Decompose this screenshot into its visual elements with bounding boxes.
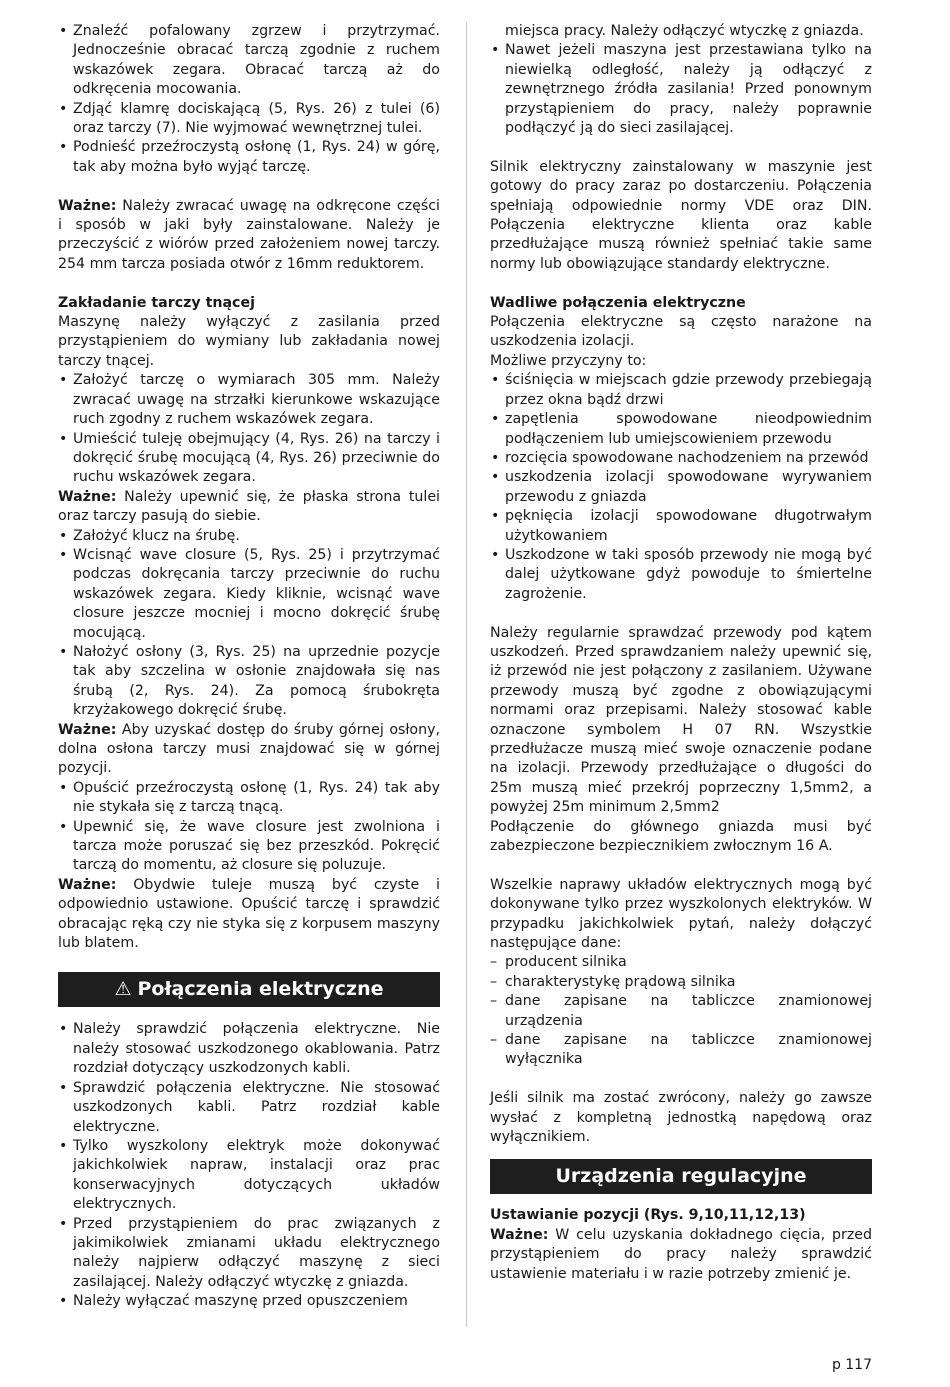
list-item: • zapętlenia spowodowane nieodpowiednim podłączeniem lub umiejscowieniem przewodu xyxy=(490,410,872,449)
list-item: • Tylko wyszkolony elektryk może dokonywać jakichkolwiek napraw, instalacji oraz prac konserwacyjnych dotyczących układów elektrycznych. xyxy=(58,1137,440,1215)
return-paragraph: Jeśli silnik ma zostać zwrócony, należy go zawsze wysłać z kompletną jednostką napędową oraz wyłącznikiem. xyxy=(490,1090,872,1146)
list-item: • Umieścić tuleję obejmujący (4, Rys. 26) na tarczy i dokręcić śrubę mocującą (4, Rys. 26) przeciwnie do ruchu wskazówek zegara. xyxy=(58,430,440,488)
important-label: Ważne: xyxy=(58,488,117,505)
list-item: • Założyć tarczę o wymiarach 305 mm. Należy zwracać uwagę na strzałki kierunkowe wskazujące ruch zgodny z ruchem wskazówek zegara. xyxy=(58,371,440,429)
list-item: • Wcisnąć wave closure (5, Rys. 25) i przytrzymać podczas dokręcania tarczy przeciwnie do ruchu wskazówek zegara. Kiedy kliknie, wcisnąć wave closure jeszcze mocniej i mocno dokręcić śrubę mocującą. xyxy=(58,546,440,643)
list-item: • Znaleźć pofalowany zgrzew i przytrzymać. Jednocześnie obracać tarczą zgodnie z ruchem wskazówek zegara. Obracać tarczą aż do odkręcenia mocowania. xyxy=(58,22,440,100)
important-note-sleeves xyxy=(58,876,440,954)
list-item: • Nałożyć osłony (3, Rys. 25) na uprzednie pozycje tak aby szczelina w osłonie znajdowała się nas śrubą (2, Rys. 24). Za pomocą śrubokręta krzyżakowego dokręcić śrubę. xyxy=(58,643,440,721)
repair-paragraph: Wszelkie naprawy układów elektrycznych mogą być dokonywane tylko przez wyszkolonych elektryków. W przypadku jakichkolwiek pytań, należy dołączyć następujące dane: xyxy=(490,876,872,952)
mount-bullet-list-2 xyxy=(58,527,440,721)
list-item: • Uszkodzone w taki sposób przewody nie mogą być dalej użytkowane gdyż powoduje to śmiertelne zagrożenie. xyxy=(490,546,872,604)
section-title: Połączenia elektryczne xyxy=(137,978,384,1001)
important-note-cleaning xyxy=(58,197,440,275)
important-label: Ważne: xyxy=(58,197,117,214)
list-item: • Należy sprawdzić połączenia elektryczne. Nie należy stosować uszkodzonego okablowania. Patrz rozdział dotyczący uszkodzonych kabli. xyxy=(58,1020,440,1078)
important-text: Obydwie tuleje muszą być czyste i odpowiednio ustawione. Opuścić tarczę i sprawdzić obracając ręką czy nie styka się z korpusem maszyny lub blatem. xyxy=(58,876,440,952)
important-label: Ważne: xyxy=(58,876,117,893)
important-label: Ważne: xyxy=(58,721,117,738)
list-item: • Opuścić przeźroczystą osłonę (1, Rys. 24) tak aby nie stykała się z tarczą tnącą. xyxy=(58,779,440,818)
subheading-mount-blade: Zakładanie tarczy tnącej xyxy=(58,294,255,311)
causes-label: Możliwe przyczyny to: xyxy=(490,352,647,369)
section-title: Urządzenia regulacyjne xyxy=(555,1165,807,1188)
important-note-upper-guard xyxy=(58,721,440,779)
socket-paragraph: Podłączenie do głównego gniazda musi być zabezpieczone bezpiecznikiem zwłocznym 16 A. xyxy=(490,818,872,855)
intro-bullet-list xyxy=(58,22,440,177)
list-item: – producent silnika xyxy=(490,953,872,972)
list-item: • ściśnięcia w miejscach gdzie przewody przebiegają przez okna bądź drzwi xyxy=(490,371,872,410)
inspection-paragraph: Należy regularnie sprawdzać przewody pod kątem uszkodzeń. Przed sprawdzaniem należy upewnić się, iż przewód nie jest połączony z zasilaniem. Używane przewody muszą być zgodne z obowiązującymi normami oraz przepisami. Należy stosować kable oznaczone symbolem H 07 RN. Wszystkie przedłużacze muszą mieć swoje oznaczenie podane na izolacji. Przewody przedłużające o długości do 25m muszą mieć przekrój poprzeczny 1,5mm2, a powyżej 25m minimum 2,5mm2 xyxy=(490,624,872,816)
mount-bullet-list-3 xyxy=(58,779,440,876)
important-note-flat-side xyxy=(58,488,440,527)
list-item: • Przed przystąpieniem do prac związanych z jakimikolwiek zmianami układu elektrycznego należy najpierw odłączyć maszynę z sieci zasilającej. Należy odłączyć wtyczkę z gniazda. xyxy=(58,1215,440,1293)
list-item: • rozcięcia spowodowane nachodzeniem na przewód xyxy=(490,449,872,468)
list-item: • Upewnić się, że wave closure jest zwolniona i tarcza może poruszać się bez przeszkód. Pokręcić tarczą do momentu, aż closure się poluzuje. xyxy=(58,818,440,876)
faulty-intro: Połączenia elektryczne są często narażone na uszkodzenia izolacji. xyxy=(490,314,872,350)
subheading-faulty-connections: Wadliwe połączenia elektryczne xyxy=(490,294,746,311)
list-item: • Sprawdzić połączenia elektryczne. Nie stosować uszkodzonych kabli. Patrz rozdział kable elektryczne. xyxy=(58,1079,440,1137)
list-item: • Założyć klucz na śrubę. xyxy=(58,527,440,546)
important-text: Aby uzyskać dostęp do śruby górnej osłony, dolna osłona tarczy musi znajdować się w górnej pozycji. xyxy=(58,721,440,777)
list-item: – dane zapisane na tabliczce znamionowej wyłącznika xyxy=(490,1031,872,1070)
list-item: – dane zapisane na tabliczce znamionowej urządzenia xyxy=(490,992,872,1031)
mount-bullet-list-1 xyxy=(58,371,440,487)
list-item: • Nawet jeżeli maszyna jest przestawiana tylko na niewielką odległość, należy ją odłączyć z zewnętrznego źródła zasilania! Przed ponownym przystąpieniem do pracy, należy poprawnie podłączyć ją do sieci zasilającej. xyxy=(490,41,872,138)
list-item: • Należy wyłączać maszynę przed opuszczeniem xyxy=(58,1292,440,1311)
mount-intro: Maszynę należy wyłączyć z zasilania przed przystąpieniem do wymiany lub zakładania nowej tarczy tnącej. xyxy=(58,314,440,369)
important-text: Należy upewnić się, że płaska strona tulei oraz tarczy pasują do siebie. xyxy=(58,488,441,525)
important-note-positioning xyxy=(490,1226,872,1284)
motor-paragraph: Silnik elektryczny zainstalowany w maszynie jest gotowy do pracy zaraz po dostarczeniu. Połączenia spełniają odpowiednie normy VDE oraz DIN. Połączenia elektryczne klienta oraz kable przedłużające muszą również spełniać takie same normy lub obowiązujące standardy elektryczne. xyxy=(490,158,872,272)
unplug-bullet-list xyxy=(490,41,872,138)
section-header-electrical xyxy=(58,972,440,1007)
list-item: • uszkodzenia izolacji spowodowane wyrywaniem przewodu z gniazda xyxy=(490,468,872,507)
required-data-list xyxy=(490,953,872,1069)
list-item: • pęknięcia izolacji spowodowane długotrwałym użytkowaniem xyxy=(490,507,872,546)
warning-triangle-icon: ⚠ xyxy=(114,978,132,1001)
important-label: Ważne: xyxy=(490,1226,549,1243)
right-column xyxy=(490,22,872,1284)
causes-bullet-list xyxy=(490,371,872,604)
list-item: • Podnieść przeźroczystą osłonę (1, Rys. 24) w górę, tak aby można było wyjąć tarczę. xyxy=(58,138,440,177)
list-item: • Zdjąć klamrę dociskającą (5, Rys. 26) z tulei (6) oraz tarczy (7). Nie wyjmować wewnętrznej tulei. xyxy=(58,100,440,139)
continued-bullet-text: miejsca pracy. Należy odłączyć wtyczkę z gniazda. xyxy=(505,23,864,39)
section-header-adjustment xyxy=(490,1159,872,1194)
column-divider xyxy=(466,22,467,1327)
page-number: p 117 xyxy=(831,1357,872,1373)
left-column xyxy=(58,22,440,1312)
electrical-bullet-list xyxy=(58,1020,440,1311)
important-text: W celu uzyskania dokładnego cięcia, przed przystąpieniem do pracy należy sprawdzić ustawienie materiału i w razie potrzeby zmienić je. xyxy=(490,1226,872,1282)
subheading-positioning: Ustawianie pozycji (Rys. 9,10,11,12,13) xyxy=(490,1207,806,1224)
list-item: – charakterystykę prądową silnika xyxy=(490,973,872,992)
important-text: Należy zwracać uwagę na odkręcone części i sposób w jaki były zainstalowane. Należy je przeczyścić z wiórów przed założeniem nowej tarczy. 254 mm tarcza posiada otwór z 16mm reduktorem. xyxy=(58,197,440,272)
